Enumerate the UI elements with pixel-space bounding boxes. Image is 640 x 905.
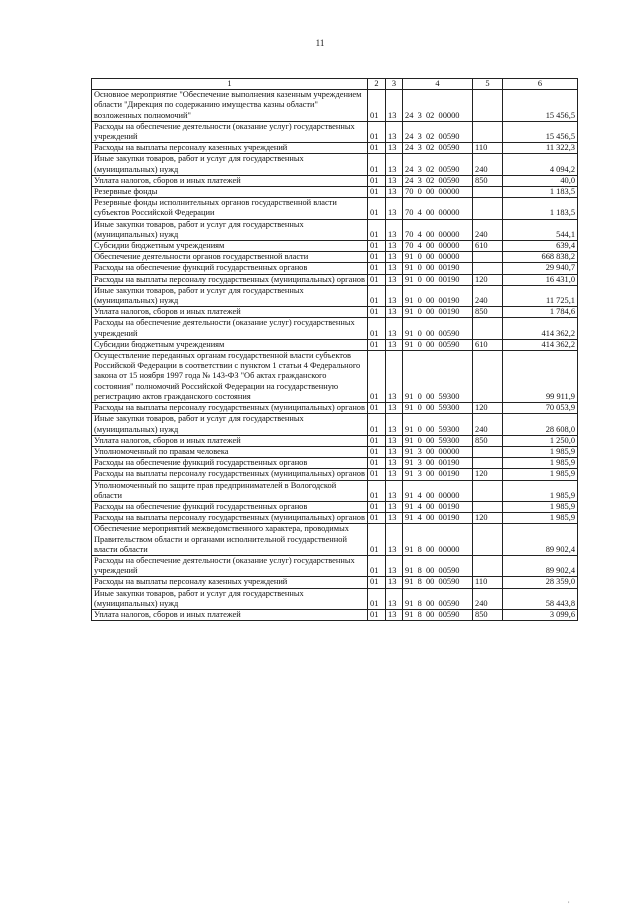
expense-name-cell: Расходы на выплаты персоналу государственных (муниципальных) органов — [92, 513, 368, 524]
target-article-cell: 91 0 00 00590 — [403, 339, 473, 350]
target-article-cell: 91 3 00 00190 — [403, 469, 473, 480]
expense-type-cell: 850 — [473, 175, 503, 186]
table-row — [92, 187, 578, 198]
amount-cell: 668 838,2 — [503, 252, 578, 263]
expense-type-cell: 120 — [473, 274, 503, 285]
expense-type-cell — [473, 501, 503, 512]
target-article-cell: 91 0 00 00190 — [403, 307, 473, 318]
table-row — [92, 577, 578, 588]
table-row — [92, 274, 578, 285]
table-row — [92, 198, 578, 219]
subsection-code-cell: 13 — [386, 513, 403, 524]
column-header: 3 — [386, 79, 403, 90]
target-article-cell: 91 0 00 00000 — [403, 252, 473, 263]
section-code-cell: 01 — [368, 274, 386, 285]
section-code-cell: 01 — [368, 588, 386, 609]
amount-cell: 1 985,9 — [503, 469, 578, 480]
table-row — [92, 219, 578, 240]
subsection-code-cell: 13 — [386, 241, 403, 252]
expense-type-cell: 110 — [473, 143, 503, 154]
section-code-cell: 01 — [368, 458, 386, 469]
section-code-cell: 01 — [368, 241, 386, 252]
table-row — [92, 121, 578, 142]
expense-name-cell: Расходы на обеспечение деятельности (оказание услуг) государственных учреждений — [92, 318, 368, 339]
amount-cell: 1 183,5 — [503, 198, 578, 219]
section-code-cell: 01 — [368, 285, 386, 306]
expense-type-cell: 610 — [473, 339, 503, 350]
expense-type-cell: 110 — [473, 577, 503, 588]
expense-type-cell — [473, 524, 503, 556]
expense-type-cell — [473, 351, 503, 403]
expense-type-cell — [473, 187, 503, 198]
target-article-cell: 91 4 00 00190 — [403, 501, 473, 512]
table-row — [92, 513, 578, 524]
subsection-code-cell: 13 — [386, 435, 403, 446]
table-row — [92, 588, 578, 609]
target-article-cell: 24 3 02 00590 — [403, 175, 473, 186]
target-article-cell: 70 4 00 00000 — [403, 241, 473, 252]
column-header: 1 — [92, 79, 368, 90]
target-article-cell: 91 0 00 00190 — [403, 285, 473, 306]
section-code-cell: 01 — [368, 154, 386, 175]
subsection-code-cell: 13 — [386, 414, 403, 435]
table-row — [92, 263, 578, 274]
amount-cell: 1 985,9 — [503, 513, 578, 524]
subsection-code-cell: 13 — [386, 501, 403, 512]
section-code-cell: 01 — [368, 187, 386, 198]
amount-cell: 544,1 — [503, 219, 578, 240]
target-article-cell: 24 3 02 00590 — [403, 143, 473, 154]
expense-name-cell: Расходы на обеспечение деятельности (оказание услуг) государственных учреждений — [92, 555, 368, 576]
target-article-cell: 91 3 00 00000 — [403, 446, 473, 457]
target-article-cell: 24 3 02 00590 — [403, 121, 473, 142]
expense-type-cell: 240 — [473, 414, 503, 435]
subsection-code-cell: 13 — [386, 609, 403, 620]
expense-type-cell: 610 — [473, 241, 503, 252]
expense-type-cell: 850 — [473, 609, 503, 620]
target-article-cell: 70 4 00 00000 — [403, 198, 473, 219]
table-row — [92, 480, 578, 501]
target-article-cell: 24 3 02 00000 — [403, 90, 473, 122]
section-code-cell: 01 — [368, 121, 386, 142]
expense-name-cell: Расходы на обеспечение функций государственных органов — [92, 458, 368, 469]
amount-cell: 58 443,8 — [503, 588, 578, 609]
subsection-code-cell: 13 — [386, 285, 403, 306]
column-header: 5 — [473, 79, 503, 90]
expense-type-cell — [473, 318, 503, 339]
expense-type-cell — [473, 263, 503, 274]
subsection-code-cell: 13 — [386, 198, 403, 219]
section-code-cell: 01 — [368, 403, 386, 414]
amount-cell: 1 985,9 — [503, 480, 578, 501]
expense-type-cell: 240 — [473, 588, 503, 609]
target-article-cell: 91 0 00 00190 — [403, 263, 473, 274]
amount-cell: 89 902,4 — [503, 524, 578, 556]
expense-name-cell: Расходы на выплаты персоналу государственных (муниципальных) органов — [92, 403, 368, 414]
subsection-code-cell: 13 — [386, 555, 403, 576]
amount-cell: 16 431,0 — [503, 274, 578, 285]
expense-type-cell — [473, 198, 503, 219]
expense-name-cell: Субсидии бюджетным учреждениям — [92, 339, 368, 350]
table-row — [92, 143, 578, 154]
table-row — [92, 403, 578, 414]
expense-name-cell: Расходы на выплаты персоналу казенных учреждений — [92, 577, 368, 588]
table-row — [92, 446, 578, 457]
section-code-cell: 01 — [368, 435, 386, 446]
subsection-code-cell: 13 — [386, 524, 403, 556]
amount-cell: 29 940,7 — [503, 263, 578, 274]
expense-type-cell — [473, 458, 503, 469]
section-code-cell: 01 — [368, 307, 386, 318]
table-row — [92, 351, 578, 403]
subsection-code-cell: 13 — [386, 143, 403, 154]
target-article-cell: 91 0 00 00590 — [403, 318, 473, 339]
amount-cell: 1 250,0 — [503, 435, 578, 446]
section-code-cell: 01 — [368, 414, 386, 435]
amount-cell: 11 322,3 — [503, 143, 578, 154]
expense-name-cell: Уплата налогов, сборов и иных платежей — [92, 175, 368, 186]
amount-cell: 89 902,4 — [503, 555, 578, 576]
subsection-code-cell: 13 — [386, 175, 403, 186]
expense-type-cell: 240 — [473, 154, 503, 175]
subsection-code-cell: 13 — [386, 252, 403, 263]
target-article-cell: 91 0 00 59300 — [403, 414, 473, 435]
expense-name-cell: Иные закупки товаров, работ и услуг для государственных (муниципальных) нужд — [92, 219, 368, 240]
amount-cell: 1 183,5 — [503, 187, 578, 198]
table-row — [92, 501, 578, 512]
section-code-cell: 01 — [368, 513, 386, 524]
expense-name-cell: Уполномоченный по правам человека — [92, 446, 368, 457]
amount-cell: 1 985,9 — [503, 446, 578, 457]
expense-name-cell: Расходы на обеспечение деятельности (оказание услуг) государственных учреждений — [92, 121, 368, 142]
subsection-code-cell: 13 — [386, 318, 403, 339]
column-header: 4 — [403, 79, 473, 90]
subsection-code-cell: 13 — [386, 351, 403, 403]
expense-name-cell: Резервные фонды исполнительных органов государственной власти субъектов Российской Федерации — [92, 198, 368, 219]
amount-cell: 414 362,2 — [503, 318, 578, 339]
subsection-code-cell: 13 — [386, 263, 403, 274]
amount-cell: 414 362,2 — [503, 339, 578, 350]
target-article-cell: 91 0 00 00190 — [403, 274, 473, 285]
section-code-cell: 01 — [368, 339, 386, 350]
target-article-cell: 24 3 02 00590 — [403, 154, 473, 175]
table-row — [92, 609, 578, 620]
expense-name-cell: Иные закупки товаров, работ и услуг для государственных (муниципальных) нужд — [92, 414, 368, 435]
section-code-cell: 01 — [368, 446, 386, 457]
expense-type-cell: 240 — [473, 219, 503, 240]
table-row — [92, 469, 578, 480]
section-code-cell: 01 — [368, 609, 386, 620]
expense-type-cell: 120 — [473, 403, 503, 414]
expense-name-cell: Уплата налогов, сборов и иных платежей — [92, 609, 368, 620]
table-row — [92, 414, 578, 435]
amount-cell: 11 725,1 — [503, 285, 578, 306]
subsection-code-cell: 13 — [386, 588, 403, 609]
table-row — [92, 318, 578, 339]
table-row — [92, 252, 578, 263]
target-article-cell: 91 0 00 59300 — [403, 403, 473, 414]
column-header: 6 — [503, 79, 578, 90]
section-code-cell: 01 — [368, 318, 386, 339]
expense-name-cell: Расходы на выплаты персоналу государственных (муниципальных) органов — [92, 469, 368, 480]
expense-name-cell: Уплата налогов, сборов и иных платежей — [92, 307, 368, 318]
section-code-cell: 01 — [368, 480, 386, 501]
target-article-cell: 91 4 00 00190 — [403, 513, 473, 524]
target-article-cell: 91 8 00 00590 — [403, 588, 473, 609]
subsection-code-cell: 13 — [386, 274, 403, 285]
expense-type-cell: 850 — [473, 307, 503, 318]
section-code-cell: 01 — [368, 219, 386, 240]
expense-name-cell: Расходы на обеспечение функций государственных органов — [92, 501, 368, 512]
expense-type-cell — [473, 555, 503, 576]
table-row — [92, 241, 578, 252]
expense-type-cell: 240 — [473, 285, 503, 306]
amount-cell: 15 456,5 — [503, 121, 578, 142]
table-row — [92, 175, 578, 186]
target-article-cell: 91 3 00 00190 — [403, 458, 473, 469]
amount-cell: 1 985,9 — [503, 458, 578, 469]
subsection-code-cell: 13 — [386, 121, 403, 142]
expense-name-cell: Субсидии бюджетным учреждениям — [92, 241, 368, 252]
expense-name-cell: Иные закупки товаров, работ и услуг для государственных (муниципальных) нужд — [92, 285, 368, 306]
amount-cell: 1 784,6 — [503, 307, 578, 318]
target-article-cell: 91 8 00 00590 — [403, 609, 473, 620]
amount-cell: 28 359,0 — [503, 577, 578, 588]
expense-type-cell — [473, 90, 503, 122]
section-code-cell: 01 — [368, 90, 386, 122]
table-row — [92, 555, 578, 576]
corner-mark: , — [568, 898, 570, 904]
expense-name-cell: Расходы на выплаты персоналу казенных учреждений — [92, 143, 368, 154]
amount-cell: 4 094,2 — [503, 154, 578, 175]
amount-cell: 28 608,0 — [503, 414, 578, 435]
subsection-code-cell: 13 — [386, 458, 403, 469]
target-article-cell: 91 8 00 00590 — [403, 577, 473, 588]
expense-type-cell: 850 — [473, 435, 503, 446]
amount-cell: 70 053,9 — [503, 403, 578, 414]
expense-type-cell — [473, 252, 503, 263]
amount-cell: 15 456,5 — [503, 90, 578, 122]
subsection-code-cell: 13 — [386, 339, 403, 350]
table-row — [92, 285, 578, 306]
expense-name-cell: Обеспечение деятельности органов государственной власти — [92, 252, 368, 263]
target-article-cell: 91 8 00 00000 — [403, 524, 473, 556]
amount-cell: 40,0 — [503, 175, 578, 186]
subsection-code-cell: 13 — [386, 187, 403, 198]
expense-type-cell: 120 — [473, 469, 503, 480]
amount-cell: 1 985,9 — [503, 501, 578, 512]
section-code-cell: 01 — [368, 469, 386, 480]
amount-cell: 99 911,9 — [503, 351, 578, 403]
target-article-cell: 91 8 00 00590 — [403, 555, 473, 576]
amount-cell: 639,4 — [503, 241, 578, 252]
section-code-cell: 01 — [368, 351, 386, 403]
section-code-cell: 01 — [368, 252, 386, 263]
table-row — [92, 524, 578, 556]
section-code-cell: 01 — [368, 198, 386, 219]
section-code-cell: 01 — [368, 577, 386, 588]
expense-name-cell: Обеспечение мероприятий межведомственного характера, проводимых Правительством области и органами исполнительной государственной власти области — [92, 524, 368, 556]
expense-name-cell: Резервные фонды — [92, 187, 368, 198]
amount-cell: 3 099,6 — [503, 609, 578, 620]
table-header-row — [92, 79, 578, 90]
section-code-cell: 01 — [368, 175, 386, 186]
expense-type-cell — [473, 121, 503, 142]
subsection-code-cell: 13 — [386, 154, 403, 175]
expense-name-cell: Осуществление переданных органам государственной власти субъектов Российской Федерации в соответствии с пунктом 1 статьи 4 Федерального закона от 15 ноября 1997 года № 143-ФЗ "Об актах гражданского состояния" полномочий Российской Федерации на государственную регистрацию актов гражданского состояния — [92, 351, 368, 403]
subsection-code-cell: 13 — [386, 446, 403, 457]
table-body — [92, 90, 578, 621]
target-article-cell: 91 4 00 00000 — [403, 480, 473, 501]
subsection-code-cell: 13 — [386, 480, 403, 501]
expense-name-cell: Расходы на обеспечение функций государственных органов — [92, 263, 368, 274]
target-article-cell: 70 0 00 00000 — [403, 187, 473, 198]
table-row — [92, 307, 578, 318]
subsection-code-cell: 13 — [386, 403, 403, 414]
target-article-cell: 91 0 00 59300 — [403, 351, 473, 403]
budget-table — [91, 78, 578, 621]
subsection-code-cell: 13 — [386, 219, 403, 240]
expense-name-cell: Основное мероприятие "Обеспечение выполнения казенным учреждением области "Дирекция по содержанию имущества казны области" возложенных полномочий" — [92, 90, 368, 122]
section-code-cell: 01 — [368, 263, 386, 274]
expense-type-cell — [473, 446, 503, 457]
table-row — [92, 154, 578, 175]
section-code-cell: 01 — [368, 524, 386, 556]
expense-name-cell: Уполномоченный по защите прав предпринимателей в Вологодской области — [92, 480, 368, 501]
expense-type-cell — [473, 480, 503, 501]
page-number: 11 — [315, 38, 325, 48]
expense-type-cell: 120 — [473, 513, 503, 524]
subsection-code-cell: 13 — [386, 307, 403, 318]
expense-name-cell: Расходы на выплаты персоналу государственных (муниципальных) органов — [92, 274, 368, 285]
expense-name-cell: Уплата налогов, сборов и иных платежей — [92, 435, 368, 446]
table-row — [92, 339, 578, 350]
target-article-cell: 91 0 00 59300 — [403, 435, 473, 446]
column-header: 2 — [368, 79, 386, 90]
section-code-cell: 01 — [368, 555, 386, 576]
subsection-code-cell: 13 — [386, 90, 403, 122]
section-code-cell: 01 — [368, 143, 386, 154]
section-code-cell: 01 — [368, 501, 386, 512]
target-article-cell: 70 4 00 00000 — [403, 219, 473, 240]
table-row — [92, 90, 578, 122]
expense-name-cell: Иные закупки товаров, работ и услуг для государственных (муниципальных) нужд — [92, 154, 368, 175]
table-row — [92, 458, 578, 469]
table-row — [92, 435, 578, 446]
subsection-code-cell: 13 — [386, 469, 403, 480]
expense-name-cell: Иные закупки товаров, работ и услуг для государственных (муниципальных) нужд — [92, 588, 368, 609]
subsection-code-cell: 13 — [386, 577, 403, 588]
